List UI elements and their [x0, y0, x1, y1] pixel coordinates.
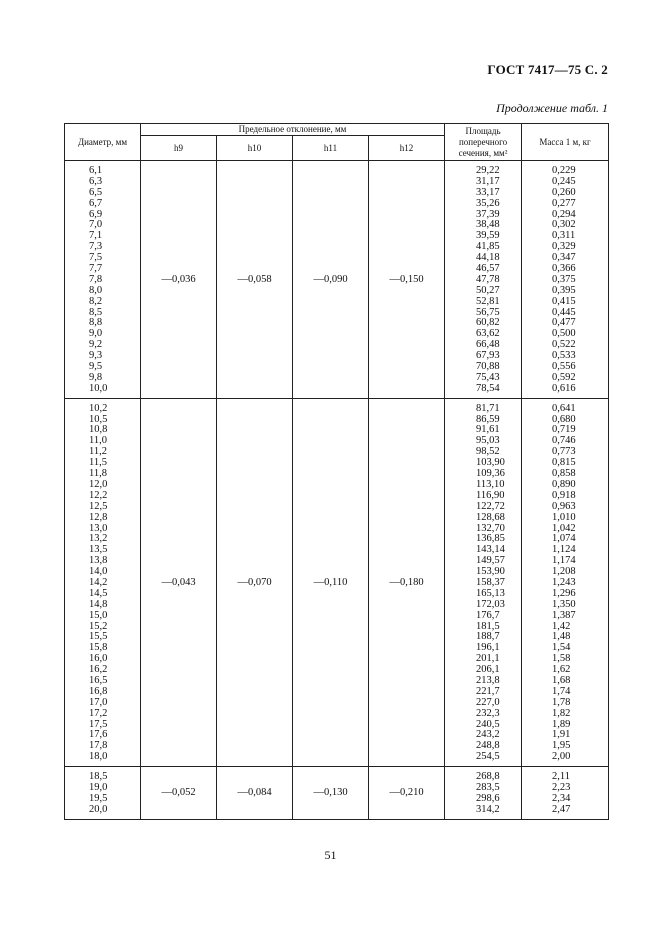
value-cell: 78,54	[476, 382, 500, 394]
value-cell: 7,0	[89, 219, 103, 231]
diameter-column-cell	[65, 398, 141, 766]
value-cell: 7,7	[89, 263, 103, 275]
value-cell: 33,17	[476, 186, 500, 198]
deviation-h9-cell	[141, 767, 217, 820]
value-cell: 248,8	[476, 740, 500, 752]
value-cell: 1,91	[552, 729, 571, 741]
value-cell: 0,918	[552, 489, 576, 501]
value-cell: 0,616	[552, 382, 576, 394]
value-cell: 1,74	[552, 685, 571, 697]
deviation-h10-cell	[217, 398, 293, 766]
value-cell: 10,5	[89, 413, 108, 425]
wire-dimensions-table	[64, 123, 609, 820]
deviation-h10-cell	[217, 161, 293, 399]
value-cell: 153,90	[476, 566, 505, 578]
value-cell: 0,477	[552, 317, 576, 329]
value-cell: 81,71	[476, 402, 500, 414]
value-cell: 12,0	[89, 478, 108, 490]
value-cell: 283,5	[476, 781, 500, 793]
value-cell: 11,0	[89, 435, 107, 447]
tolerance-group-row	[65, 398, 609, 766]
value-cell: 29,22	[476, 165, 500, 176]
column-header-h9: h9	[141, 136, 217, 161]
area-column-cell	[445, 161, 522, 399]
value-cell: 7,3	[89, 241, 103, 253]
column-header-mass: Масса 1 м, кг	[522, 124, 609, 161]
value-cell: 165,13	[476, 587, 505, 599]
area-header-line-1: Площадь	[465, 125, 501, 136]
value-cell: 201,1	[476, 653, 500, 665]
value-cell: 1,48	[552, 631, 571, 643]
value-cell: 0,680	[552, 413, 576, 425]
value-cell: 12,8	[89, 511, 108, 523]
tolerance-group-row	[65, 161, 609, 399]
value-cell: 0,229	[552, 165, 576, 176]
mass-column-cell	[522, 398, 609, 766]
value-cell: 15,5	[89, 631, 108, 643]
value-cell: 18,5	[89, 771, 108, 783]
value-cell: 128,68	[476, 511, 505, 523]
deviation-value: —0,130	[313, 787, 348, 799]
value-cell: 18,0	[89, 751, 108, 763]
diameter-column-cell	[65, 767, 141, 820]
value-cell: 122,72	[476, 500, 505, 512]
value-cell: 116,90	[476, 489, 505, 501]
value-cell: 17,6	[89, 729, 108, 741]
value-cell: 1,124	[552, 544, 576, 556]
column-header-area	[445, 124, 522, 161]
area-header-line-2: поперечного	[458, 136, 508, 147]
value-cell: 232,3	[476, 707, 500, 719]
mass-column-cell	[522, 767, 609, 820]
area-column-cell	[445, 398, 522, 766]
page-number: 51	[324, 848, 337, 862]
value-cell: 7,5	[89, 252, 103, 264]
value-cell: 103,90	[476, 457, 505, 469]
value-cell: 0,815	[552, 457, 576, 469]
value-cell: 1,68	[552, 674, 571, 686]
value-cell: 66,48	[476, 339, 500, 351]
deviation-value: —0,043	[161, 576, 196, 588]
value-cell: 15,0	[89, 609, 108, 621]
value-cell: 35,26	[476, 197, 500, 209]
deviation-value: —0,058	[237, 273, 272, 285]
value-cell: 8,5	[89, 306, 103, 318]
value-cell: 1,208	[552, 566, 576, 578]
tolerance-group-row	[65, 767, 609, 820]
value-cell: 44,18	[476, 252, 500, 264]
value-cell: 172,03	[476, 598, 505, 610]
value-cell: 243,2	[476, 729, 500, 741]
value-cell: 86,59	[476, 413, 500, 425]
area-column-cell	[445, 767, 522, 820]
value-cell: 17,0	[89, 696, 108, 708]
value-cell: 1,387	[552, 609, 576, 621]
column-header-h10: h10	[217, 136, 293, 161]
value-cell: 2,23	[552, 781, 571, 793]
value-cell: 0,395	[552, 284, 576, 296]
deviation-value: —0,036	[161, 273, 196, 285]
value-cell: 0,311	[552, 230, 576, 242]
value-cell: 0,641	[552, 402, 576, 414]
value-cell: 13,2	[89, 533, 108, 545]
value-cell: 16,2	[89, 664, 108, 676]
value-cell: 38,48	[476, 219, 500, 231]
value-cell: 1,010	[552, 511, 576, 523]
value-cell: 0,963	[552, 500, 576, 512]
table-continuation-label: Продолжение табл. 1	[496, 101, 608, 115]
value-cell: 113,10	[476, 478, 505, 490]
value-cell: 98,52	[476, 446, 500, 458]
value-cell: 2,11	[552, 771, 571, 783]
value-cell: 95,03	[476, 435, 500, 447]
column-header-h11: h11	[293, 136, 369, 161]
area-header-line-3: сечения, мм²	[458, 147, 508, 158]
value-cell: 1,89	[552, 718, 571, 730]
value-cell: 50,27	[476, 284, 500, 296]
deviation-value: —0,052	[161, 787, 196, 799]
value-cell: 1,243	[552, 576, 576, 588]
value-cell: 9,5	[89, 361, 103, 373]
deviation-value: —0,180	[389, 576, 424, 588]
value-cell: 1,82	[552, 707, 571, 719]
value-cell: 143,14	[476, 544, 505, 556]
value-cell: 8,2	[89, 295, 103, 307]
value-cell: 14,2	[89, 576, 108, 588]
value-cell: 16,0	[89, 653, 108, 665]
value-cell: 10,2	[89, 402, 108, 414]
value-cell: 17,5	[89, 718, 108, 730]
value-cell: 196,1	[476, 642, 500, 654]
value-cell: 0,556	[552, 361, 576, 373]
value-cell: 39,59	[476, 230, 500, 242]
value-cell: 149,57	[476, 555, 505, 567]
value-cell: 221,7	[476, 685, 500, 697]
deviation-h12-cell	[369, 398, 445, 766]
value-cell: 0,858	[552, 468, 576, 480]
value-cell: 10,8	[89, 424, 108, 436]
value-cell: 206,1	[476, 664, 500, 676]
mass-column-cell	[522, 161, 609, 399]
value-cell: 176,7	[476, 609, 500, 621]
value-cell: 14,0	[89, 566, 108, 578]
deviation-value: —0,150	[389, 273, 424, 285]
value-cell: 1,042	[552, 522, 576, 534]
value-cell: 6,1	[89, 165, 103, 176]
value-cell: 181,5	[476, 620, 500, 632]
value-cell: 254,5	[476, 751, 500, 763]
deviation-value: —0,084	[237, 787, 272, 799]
value-cell: 91,61	[476, 424, 500, 436]
value-cell: 0,294	[552, 208, 576, 220]
deviation-h12-cell	[369, 767, 445, 820]
value-cell: 2,34	[552, 792, 571, 804]
deviation-h10-cell	[217, 767, 293, 820]
deviation-h11-cell	[293, 398, 369, 766]
value-cell: 1,62	[552, 664, 571, 676]
value-cell: 0,719	[552, 424, 576, 436]
value-cell: 0,500	[552, 328, 576, 340]
value-cell: 298,6	[476, 792, 500, 804]
value-cell: 47,78	[476, 273, 500, 285]
value-cell: 63,62	[476, 328, 500, 340]
value-cell: 16,5	[89, 674, 108, 686]
value-cell: 0,445	[552, 306, 576, 318]
deviation-value: —0,110	[313, 576, 348, 588]
value-cell: 13,8	[89, 555, 108, 567]
value-cell: 136,85	[476, 533, 505, 545]
value-cell: 20,0	[89, 803, 108, 815]
value-cell: 17,2	[89, 707, 108, 719]
document-reference: ГОСТ 7417—75 С. 2	[487, 62, 608, 77]
column-header-h12: h12	[369, 136, 445, 161]
value-cell: 0,245	[552, 175, 576, 187]
value-cell: 1,074	[552, 533, 576, 545]
value-cell: 0,592	[552, 371, 576, 383]
deviation-h11-cell	[293, 161, 369, 399]
deviation-h12-cell	[369, 161, 445, 399]
value-cell: 56,75	[476, 306, 500, 318]
value-cell: 70,88	[476, 361, 500, 373]
value-cell: 11,2	[89, 446, 107, 458]
value-cell: 1,42	[552, 620, 571, 632]
value-cell: 41,85	[476, 241, 500, 253]
value-cell: 15,2	[89, 620, 108, 632]
value-cell: 46,57	[476, 263, 500, 275]
value-cell: 7,8	[89, 273, 103, 285]
value-cell: 0,347	[552, 252, 576, 264]
value-cell: 268,8	[476, 771, 500, 783]
value-cell: 1,58	[552, 653, 571, 665]
deviation-h11-cell	[293, 767, 369, 820]
value-cell: 0,260	[552, 186, 576, 198]
value-cell: 1,78	[552, 696, 571, 708]
value-cell: 0,890	[552, 478, 576, 490]
value-cell: 6,9	[89, 208, 103, 220]
value-cell: 0,746	[552, 435, 576, 447]
value-cell: 60,82	[476, 317, 500, 329]
value-cell: 9,8	[89, 371, 103, 383]
value-cell: 13,0	[89, 522, 108, 534]
value-cell: 0,277	[552, 197, 576, 209]
value-cell: 132,70	[476, 522, 505, 534]
value-cell: 314,2	[476, 803, 500, 815]
value-cell: 0,773	[552, 446, 576, 458]
deviation-value: —0,210	[389, 787, 424, 799]
value-cell: 1,54	[552, 642, 571, 654]
value-cell: 0,302	[552, 219, 576, 231]
deviation-value: —0,070	[237, 576, 272, 588]
diameter-column-cell	[65, 161, 141, 399]
deviation-h9-cell	[141, 398, 217, 766]
value-cell: 227,0	[476, 696, 500, 708]
value-cell: 75,43	[476, 371, 500, 383]
value-cell: 2,47	[552, 803, 571, 815]
value-cell: 158,37	[476, 576, 505, 588]
value-cell: 9,2	[89, 339, 103, 351]
value-cell: 14,8	[89, 598, 108, 610]
value-cell: 7,1	[89, 230, 103, 242]
value-cell: 0,533	[552, 350, 576, 362]
value-cell: 19,0	[89, 781, 108, 793]
value-cell: 9,0	[89, 328, 103, 340]
column-header-deviation: Предельное отклонение, мм	[141, 124, 445, 136]
value-cell: 16,8	[89, 685, 108, 697]
value-cell: 240,5	[476, 718, 500, 730]
value-cell: 213,8	[476, 674, 500, 686]
column-header-diameter: Диаметр, мм	[65, 124, 141, 161]
value-cell: 6,5	[89, 186, 103, 198]
value-cell: 9,3	[89, 350, 103, 362]
value-cell: 0,522	[552, 339, 576, 351]
value-cell: 1,296	[552, 587, 576, 599]
value-cell: 8,0	[89, 284, 103, 296]
value-cell: 8,8	[89, 317, 103, 329]
value-cell: 109,36	[476, 468, 505, 480]
value-cell: 2,00	[552, 751, 571, 763]
value-cell: 17,8	[89, 740, 108, 752]
value-cell: 12,5	[89, 500, 108, 512]
value-cell: 31,17	[476, 175, 500, 187]
value-cell: 1,95	[552, 740, 571, 752]
value-cell: 11,8	[89, 468, 107, 480]
value-cell: 37,39	[476, 208, 500, 220]
deviation-value: —0,090	[313, 273, 348, 285]
value-cell: 1,174	[552, 555, 576, 567]
value-cell: 52,81	[476, 295, 500, 307]
value-cell: 0,375	[552, 273, 576, 285]
value-cell: 12,2	[89, 489, 108, 501]
value-cell: 188,7	[476, 631, 500, 643]
value-cell: 14,5	[89, 587, 108, 599]
value-cell: 0,329	[552, 241, 576, 253]
value-cell: 11,5	[89, 457, 107, 469]
value-cell: 13,5	[89, 544, 108, 556]
value-cell: 6,3	[89, 175, 103, 187]
value-cell: 1,350	[552, 598, 576, 610]
value-cell: 19,5	[89, 792, 108, 804]
value-cell: 10,0	[89, 382, 108, 394]
value-cell: 0,415	[552, 295, 576, 307]
value-cell: 15,8	[89, 642, 108, 654]
value-cell: 67,93	[476, 350, 500, 362]
value-cell: 0,366	[552, 263, 576, 275]
deviation-h9-cell	[141, 161, 217, 399]
value-cell: 6,7	[89, 197, 103, 209]
